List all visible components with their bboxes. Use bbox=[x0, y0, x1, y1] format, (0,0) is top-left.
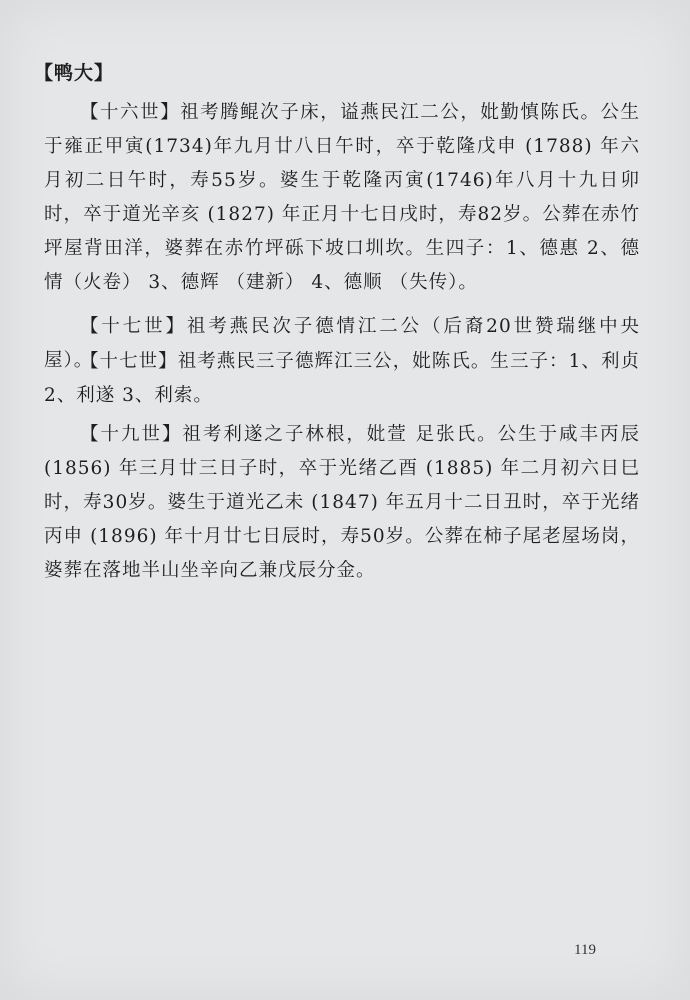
paragraph-19th-generation: 【十九世】祖考利遂之子林根，妣萱 足张氏。公生于咸丰丙辰(1856) 年三月廿三日子时，卒于光绪乙酉 (1885) 年二月初六日巳时，寿30岁。婆生于道光乙未 (1847) 年五月十二日丑时，卒于光绪丙申 (1896) 年十月廿七日辰时，寿50岁。公葬在柿子尾老屋场岗，婆葬在落地半山坐辛向乙兼戊辰分金。 bbox=[44, 424, 640, 581]
section-heading: 【鸭大】 bbox=[34, 62, 115, 84]
paragraph-16th-generation: 【十六世】祖考腾鲲次子床，谥燕民江二公，妣勤慎陈氏。公生于雍正甲寅(1734)年九月廿八日午时，卒于乾隆戊申 (1788) 年六月初二日午时，寿55岁。婆生于乾隆丙寅(1746)年八月十九日卯时，卒于道光辛亥 (1827) 年正月十七日戌时，寿82岁。公葬在赤竹坪屋背田洋，婆葬在赤竹坪砾下坡口圳坎。生四子：1、德惠 2、德情（火卷） 3、德辉 （建新） 4、德顺 （失传）。 bbox=[44, 102, 640, 293]
page-number: 119 bbox=[574, 942, 596, 958]
paragraph-17th-generation-second-son: 【十七世】祖考燕民次子德情江二公（后裔20世赞瑞继中央屋）。 bbox=[44, 316, 640, 371]
paragraph-17th-generation-third-son: 【十七世】祖考燕民三子德辉江三公，妣陈氏。生三子：1、利贞 2、利遂 3、利索。 bbox=[44, 351, 640, 406]
